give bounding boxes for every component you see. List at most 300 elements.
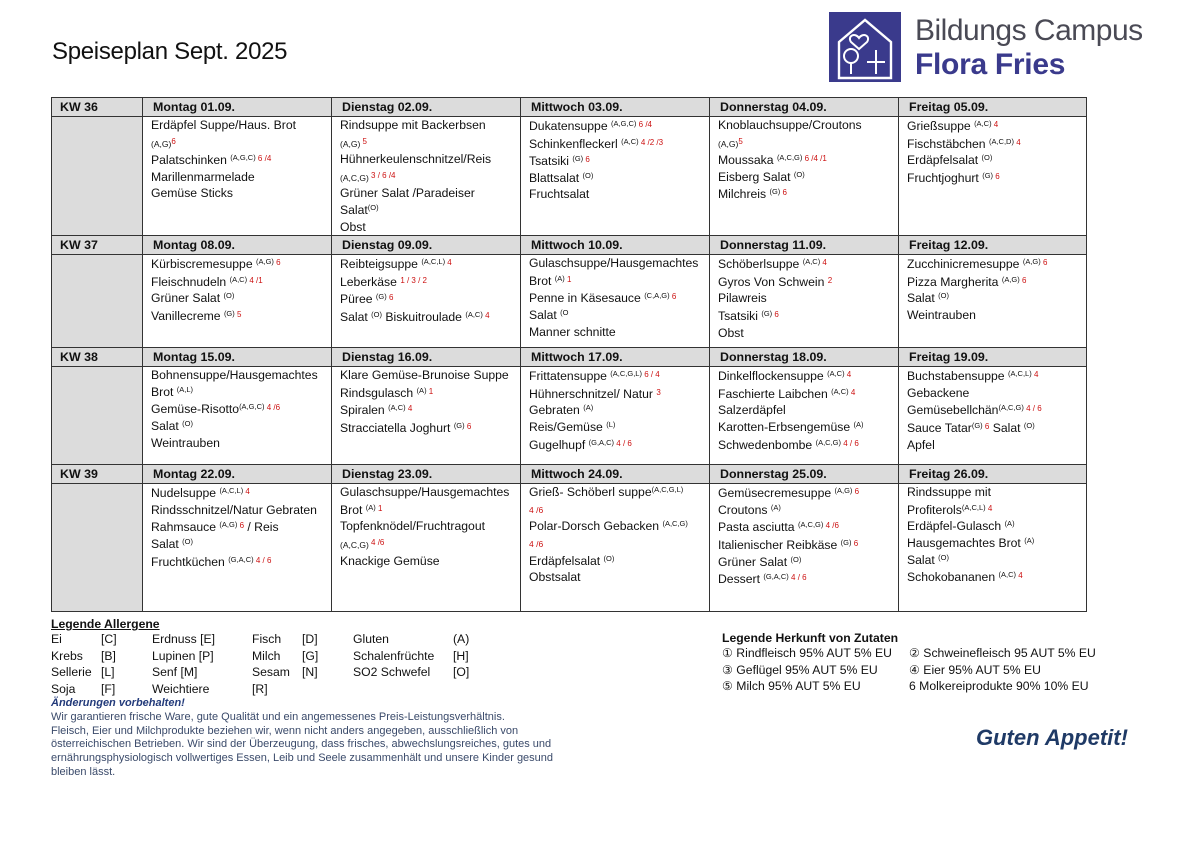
- menu-line: [340, 273, 516, 291]
- dish-text: Grüner Salat: [718, 554, 791, 569]
- menu-line: [907, 501, 1082, 519]
- week-menu-row: [52, 255, 1087, 348]
- menu-line: [340, 553, 516, 570]
- week-label: KW 39: [52, 465, 143, 484]
- origin-code: 6: [993, 171, 1000, 181]
- origin-code: 4: [445, 258, 452, 268]
- dish-text: Knoblauchsuppe/Croutons: [718, 118, 862, 132]
- menu-line: [718, 273, 894, 291]
- dish-text: Gebackene: [907, 385, 970, 400]
- dish-text: Obstsalat: [529, 570, 581, 585]
- origin-code: 1: [564, 274, 572, 284]
- allergen-code: (G): [840, 537, 852, 547]
- menu-line: [529, 272, 705, 290]
- origin-code: 4 / 6: [253, 555, 272, 565]
- allergen-code: (O): [603, 553, 615, 563]
- dish-text: Gemüse Sticks: [151, 186, 233, 201]
- week-label: KW 37: [52, 236, 143, 255]
- day-header: Donnerstag 25.09.: [710, 465, 899, 484]
- origin-code: 4 /6: [529, 538, 544, 549]
- allergen-code: (A,C): [827, 369, 845, 379]
- allergen-code: (O): [582, 170, 594, 180]
- menu-line: [151, 484, 327, 502]
- origin-legend: [722, 631, 1122, 696]
- menu-line: [907, 169, 1082, 187]
- allergen-code: (O): [371, 309, 383, 319]
- day-header: Montag 01.09.: [143, 98, 332, 117]
- disclaimer-line: Fleisch, Eier und Milchprodukte beziehen wir, wenn nicht anders angegeben, ausschließlich von: [51, 724, 519, 737]
- menu-line: [907, 290, 1082, 307]
- menu-line: [718, 518, 894, 536]
- allergen-code: (A,C): [802, 257, 821, 267]
- dish-text: Italienischer Reibkäse: [718, 537, 841, 552]
- origin-code: 4: [1013, 137, 1021, 147]
- allergen-code: (A,G): [718, 138, 739, 149]
- origin-legend-item: 6 Molkereiprodukte 90% 10% EU: [909, 679, 1089, 693]
- dish-text: Schokobananen: [907, 570, 999, 585]
- origin-code: 6 / 4: [641, 370, 660, 380]
- dish-text: Dukatensuppe: [529, 119, 611, 133]
- week-blank-cell: [52, 117, 143, 236]
- dish-text: Schwedenbombe: [718, 437, 816, 452]
- dish-text: Grüner Salat /Paradeiser: [340, 186, 475, 201]
- dish-text: Gulaschsuppe/Hausgemachtes: [529, 256, 699, 271]
- menu-line: [529, 518, 705, 535]
- dish-text: Apfel: [907, 437, 935, 452]
- allergen-code: (O): [938, 291, 950, 301]
- menu-line: [151, 502, 327, 519]
- allergen-legend-item: Schalenfrüchte: [353, 648, 435, 663]
- dish-text: Gugelhupf: [529, 437, 589, 452]
- logo-house-icon: [829, 12, 901, 82]
- dish-text: Sauce Tatar: [907, 420, 972, 435]
- dish-text: Frittatensuppe: [529, 369, 611, 384]
- dish-text: Erdäpfel Suppe/Haus. Brot: [151, 118, 296, 132]
- allergen-code: (A,L): [176, 384, 194, 394]
- disclaimer-line: ernährungsphysiologisch vollwertiges Essen, Leib und Seele zusammenhält und unsere Kinder gesund: [51, 752, 554, 765]
- origin-code: 4: [820, 258, 827, 268]
- origin-code: 6: [1019, 275, 1027, 285]
- menu-line: [151, 151, 327, 169]
- dish-text: Fruchtjoghurt: [907, 170, 983, 185]
- menu-line: [151, 117, 327, 134]
- dish-text: Tsatsiki: [718, 308, 762, 323]
- allergen-code: (A,G): [256, 257, 274, 267]
- dish-text: Klare Gemüse-Brunoise Suppe: [340, 368, 509, 383]
- menu-line: [340, 367, 516, 384]
- origin-legend-row: [722, 679, 1122, 696]
- menu-line: [907, 535, 1082, 552]
- dish-text: Pasta asciutta: [718, 520, 798, 535]
- disclaimer-line: bleiben lässt.: [51, 765, 116, 778]
- menu-line: [907, 117, 1082, 135]
- dish-text: Salat: [907, 552, 939, 567]
- allergen-code: (A,C,G,L): [610, 369, 642, 379]
- menu-line: [529, 289, 705, 307]
- logo: [829, 12, 1159, 82]
- dish-text: Gyros Von Schwein: [718, 274, 828, 289]
- menu-line: [718, 151, 894, 169]
- dish-text: Reibteigsuppe: [340, 257, 422, 272]
- origin-code: 4: [991, 120, 999, 129]
- menu-line: [340, 202, 516, 219]
- allergen-code: (A,C,G): [662, 519, 688, 529]
- allergen-legend-item: [H]: [453, 648, 469, 663]
- allergen-legend-item: Senf [M]: [152, 665, 198, 679]
- menu-line: [718, 255, 894, 273]
- allergen-code: (A,C): [831, 386, 849, 396]
- day-menu-cell: [521, 367, 710, 465]
- dish-text: Gemüse-Risotto: [151, 402, 240, 417]
- dish-text: Salat: [340, 309, 372, 324]
- dish-text: Profiterols: [907, 502, 962, 517]
- day-header: Freitag 19.09.: [899, 348, 1087, 367]
- day-menu-cell: [899, 117, 1087, 236]
- allergen-legend-item: [C]: [101, 632, 117, 646]
- origin-legend-item: ⑤ Milch 95% AUT 5% EU: [722, 679, 861, 693]
- allergen-code: (A,G,C): [239, 402, 265, 412]
- allergen-legend-item: Sellerie: [51, 665, 92, 679]
- allergen-legend-item: Weichtiere: [152, 681, 210, 696]
- dish-text: Fruchtküchen: [151, 554, 229, 569]
- origin-code: 4: [848, 387, 856, 397]
- dish-text: Gemüsecremesuppe: [718, 486, 835, 501]
- dish-text: Bohnensuppe/Hausgemachtes: [151, 368, 318, 383]
- dish-text: Erdäpfelsalat: [529, 553, 604, 568]
- day-menu-cell: [521, 117, 710, 236]
- menu-line: [529, 117, 705, 135]
- day-menu-cell: [710, 367, 899, 465]
- origin-code: 6: [171, 136, 176, 146]
- menu-line: [151, 418, 327, 435]
- allergen-code: (A): [554, 273, 565, 283]
- dish-text: Erdäpfelsalat: [907, 153, 982, 168]
- week-menu-row: [52, 484, 1087, 612]
- dish-text: Gemüsebellchän: [907, 403, 999, 418]
- allergen-code: (A,C,G): [797, 520, 824, 530]
- menu-line: [529, 255, 705, 272]
- origin-legend-item: ③ Geflügel 95% AUT 5% EU: [722, 662, 878, 677]
- origin-code: 6: [772, 309, 779, 319]
- origin-code: 4 / 6: [841, 438, 859, 448]
- dish-text: Penne in Käsesauce: [529, 291, 645, 306]
- menu-line: [340, 535, 516, 553]
- allergen-code: (A): [1024, 535, 1035, 545]
- allergen-code: (O): [790, 554, 802, 564]
- dish-text: Salat: [907, 291, 939, 306]
- origin-code: 4 / 6: [1023, 404, 1042, 414]
- origin-code: 4 /6: [823, 521, 839, 531]
- menu-line: [718, 307, 894, 325]
- menu-line: [151, 290, 327, 307]
- menu-line: [907, 518, 1082, 535]
- dish-text: Croutons: [718, 502, 771, 517]
- origin-code: 6: [273, 258, 281, 268]
- origin-legend-item: ② Schweinefleisch 95 AUT 5% EU: [909, 646, 1096, 660]
- menu-table: [51, 97, 1087, 612]
- day-menu-cell: [899, 255, 1087, 348]
- menu-line: [529, 419, 705, 436]
- week-header-row: [52, 348, 1087, 367]
- menu-line: [718, 484, 894, 502]
- allergen-code: (A,G): [219, 520, 238, 530]
- origin-code: 6: [1040, 258, 1048, 268]
- dish-text: Weintrauben: [907, 307, 976, 322]
- dish-text: Zucchinicremesuppe: [907, 257, 1023, 272]
- allergen-code: (G,A,C): [588, 437, 615, 447]
- allergen-legend-item: Milch: [252, 648, 281, 663]
- dish-text: Moussaka: [718, 153, 777, 168]
- dish-text: Schöberlsuppe: [718, 257, 803, 272]
- menu-line: [529, 501, 705, 519]
- menu-line: [340, 501, 516, 519]
- menu-line: [907, 568, 1082, 586]
- menu-line: [718, 419, 894, 436]
- dish-text: Brot: [340, 502, 366, 517]
- menu-line: [340, 168, 516, 186]
- day-menu-cell: [332, 255, 521, 348]
- allergen-code: (O): [793, 169, 805, 179]
- menu-line: [907, 419, 1082, 437]
- allergen-code: (G): [453, 420, 465, 430]
- disclaimer-line: österreichischen Betrieben. Wir sind der Überzeugung, dass frisches, abwechslungsreiches, gutes und: [51, 738, 552, 751]
- origin-code: 5: [738, 136, 743, 146]
- day-menu-cell: [332, 117, 521, 236]
- allergen-legend-row: [51, 665, 470, 682]
- allergen-code: (O): [981, 153, 993, 163]
- dish-text: Faschierte Laibchen: [718, 386, 832, 401]
- allergen-code: (A,G): [1022, 257, 1041, 267]
- dish-text: Stracciatella Joghurt: [340, 420, 454, 435]
- origin-code: 6: [464, 421, 472, 431]
- dish-text: Milchreis: [718, 187, 770, 202]
- dish-text: Gebraten: [529, 403, 584, 418]
- day-header: Montag 15.09.: [143, 348, 332, 367]
- allergen-code: (G): [971, 420, 983, 430]
- dish-text: Dessert: [718, 572, 764, 587]
- origin-code: 6: [669, 292, 677, 302]
- allergen-code: (A): [365, 502, 376, 512]
- menu-line: [151, 384, 327, 401]
- week-header-row: [52, 98, 1087, 117]
- menu-line: [907, 385, 1082, 402]
- allergen-legend-item: [B]: [101, 648, 116, 663]
- day-header: Mittwoch 03.09.: [521, 98, 710, 117]
- dish-text: Vanillecreme: [151, 308, 224, 323]
- day-header: Mittwoch 24.09.: [521, 465, 710, 484]
- allergen-code: (C,A,G): [644, 291, 670, 301]
- day-header: Donnerstag 11.09.: [710, 236, 899, 255]
- day-menu-cell: [521, 255, 710, 348]
- origin-legend-row: [722, 663, 1122, 680]
- week-menu-row: [52, 367, 1087, 465]
- origin-code: 4 / 6: [788, 573, 807, 583]
- allergen-code: (A): [1004, 519, 1015, 529]
- dish-text: Salat: [529, 307, 561, 322]
- day-menu-cell: [332, 367, 521, 465]
- allergen-code: (O): [938, 552, 950, 562]
- week-label: KW 36: [52, 98, 143, 117]
- week-menu-row: [52, 117, 1087, 236]
- allergen-code: (A): [770, 502, 781, 512]
- origin-code: 4 /2 /3: [638, 137, 664, 147]
- dish-text: Manner schnitte: [529, 324, 616, 339]
- dish-text: Rindssuppe mit: [907, 485, 991, 500]
- day-menu-cell: [899, 484, 1087, 612]
- allergen-legend-item: [O]: [453, 665, 470, 679]
- menu-line: [151, 367, 327, 384]
- allergen-legend: [51, 617, 470, 698]
- allergen-code: (A,C,D): [988, 136, 1014, 146]
- dish-text: Salat: [151, 536, 183, 551]
- menu-line: [907, 273, 1082, 291]
- origin-code: 2: [827, 275, 833, 285]
- dish-text: Fischstäbchen: [907, 136, 989, 151]
- allergen-legend-item: Fisch: [252, 632, 282, 646]
- dish-text: Leberkäse: [340, 274, 401, 289]
- dish-text: Hühnerschnitzel/ Natur: [529, 386, 657, 401]
- logo-text-line2: Flora Fries: [915, 48, 1066, 81]
- menu-line: [340, 219, 516, 236]
- disclaimer-head: Änderungen vorbehalten!: [51, 697, 185, 709]
- origin-code: 6: [851, 538, 859, 548]
- day-header: Freitag 05.09.: [899, 98, 1087, 117]
- menu-line: [151, 134, 327, 152]
- origin-code: 6 /4 /1: [802, 154, 827, 164]
- allergen-code: (G): [223, 308, 235, 318]
- menu-line: [340, 255, 516, 273]
- menu-line: [907, 401, 1082, 419]
- day-header: Donnerstag 18.09.: [710, 348, 899, 367]
- dish-text: Brot: [529, 273, 555, 288]
- dish-text: Blattsalat: [529, 170, 583, 185]
- allergen-code: (A,C): [998, 570, 1016, 580]
- allergen-code: (G): [769, 187, 781, 197]
- dish-text: Salat: [151, 418, 183, 433]
- menu-line: [718, 502, 894, 519]
- menu-line: [151, 255, 327, 273]
- dish-text: Nudelsuppe: [151, 486, 220, 501]
- menu-line: [529, 152, 705, 170]
- allergen-code: (A): [583, 403, 594, 413]
- dish-text: Grießsuppe: [907, 119, 975, 133]
- allergen-legend-item: Soja: [51, 681, 76, 696]
- allergen-code: (A,C,L): [219, 486, 244, 496]
- day-header: Donnerstag 04.09.: [710, 98, 899, 117]
- origin-legend-item: ④ Eier 95% AUT 5% EU: [909, 662, 1041, 677]
- dish-text: Dinkelflockensuppe: [718, 369, 828, 384]
- allergen-legend-item: Lupinen [P]: [152, 648, 214, 663]
- day-menu-cell: [710, 484, 899, 612]
- allergen-code: (A,C,G): [998, 403, 1024, 413]
- dish-text: Salat: [989, 420, 1024, 435]
- day-header: Mittwoch 10.09.: [521, 236, 710, 255]
- menu-line: [718, 134, 894, 152]
- origin-code: 1 / 3 / 2: [400, 275, 427, 285]
- week-header-row: [52, 465, 1087, 484]
- allergen-legend-item: [D]: [302, 632, 318, 646]
- menu-line: [718, 402, 894, 419]
- menu-line: [529, 535, 705, 553]
- allergen-legend-row: [51, 681, 268, 699]
- allergen-code: (A,C,G): [340, 539, 369, 550]
- dish-text: Eisberg Salat: [718, 169, 794, 184]
- menu-line: [718, 436, 894, 454]
- origin-code: 4: [1015, 571, 1023, 581]
- dish-text: Reis/Gemüse: [529, 419, 607, 434]
- allergen-code: (G,A,C): [228, 554, 254, 564]
- dish-text: Brot: [151, 384, 177, 399]
- dish-text: Buchstabensuppe: [907, 369, 1008, 384]
- dish-text: Grieß- Schöberl suppe: [529, 485, 652, 500]
- day-menu-cell: [899, 367, 1087, 465]
- dish-text: Spiralen: [340, 403, 389, 418]
- week-blank-cell: [52, 484, 143, 612]
- allergen-code: (O): [1023, 420, 1035, 430]
- day-menu-cell: [143, 117, 332, 236]
- allergen-code: (G): [761, 308, 773, 318]
- menu-line: [907, 135, 1082, 153]
- allergen-code: (A,C,G): [340, 172, 369, 183]
- week-blank-cell: [52, 367, 143, 465]
- menu-line: [718, 570, 894, 588]
- origin-code: 6: [982, 421, 990, 431]
- allergen-legend-title: Legende Allergene: [51, 617, 160, 631]
- day-header: Montag 08.09.: [143, 236, 332, 255]
- menu-line: [529, 402, 705, 419]
- menu-line: [340, 419, 516, 437]
- allergen-code: (A): [416, 385, 427, 395]
- dish-text: Tsatsiki: [529, 154, 573, 169]
- origin-code: 4: [482, 310, 490, 320]
- allergen-code: (A,C): [388, 403, 406, 413]
- menu-line: [151, 273, 327, 291]
- allergen-code: (O): [223, 291, 235, 301]
- origin-code: 4 /6: [529, 504, 544, 515]
- origin-code: 4 /6: [264, 403, 281, 413]
- allergen-code: (A,C,L): [421, 257, 446, 267]
- day-header: Freitag 12.09.: [899, 236, 1087, 255]
- menu-line: [340, 518, 516, 535]
- day-header: Dienstag 09.09.: [332, 236, 521, 255]
- allergen-legend-item: [R]: [252, 681, 268, 696]
- allergen-code: (L): [606, 419, 616, 429]
- allergen-code: (A,G): [1001, 274, 1020, 284]
- allergen-code: (G): [982, 170, 994, 180]
- dish-text: Salzerdäpfel: [718, 403, 786, 418]
- menu-line: [907, 255, 1082, 273]
- allergen-legend-item: [N]: [302, 665, 318, 679]
- dish-text: Palatschinken: [151, 153, 231, 168]
- allergen-code: (A,G): [340, 138, 361, 149]
- origin-code: 4: [1031, 370, 1039, 380]
- dish-text: Rindsuppe mit Backerbsen: [340, 118, 486, 132]
- menu-line: [151, 307, 327, 325]
- dish-text: Biskuitroulade: [382, 309, 466, 324]
- menu-line: [718, 169, 894, 186]
- origin-code: 4: [243, 487, 250, 497]
- allergen-code: (A,C,G): [815, 437, 841, 447]
- menu-line: [151, 518, 327, 536]
- allergen-legend-item: Krebs: [51, 648, 83, 663]
- dish-text: / Reis: [244, 520, 279, 535]
- dish-text: Obst: [718, 325, 744, 340]
- menu-line: [529, 553, 705, 570]
- menu-line: [151, 185, 327, 202]
- dish-text: Obst: [340, 219, 366, 234]
- dish-text: Fleischnudeln: [151, 274, 230, 289]
- dish-text: Gulaschsuppe/Hausgemachtes: [340, 485, 510, 500]
